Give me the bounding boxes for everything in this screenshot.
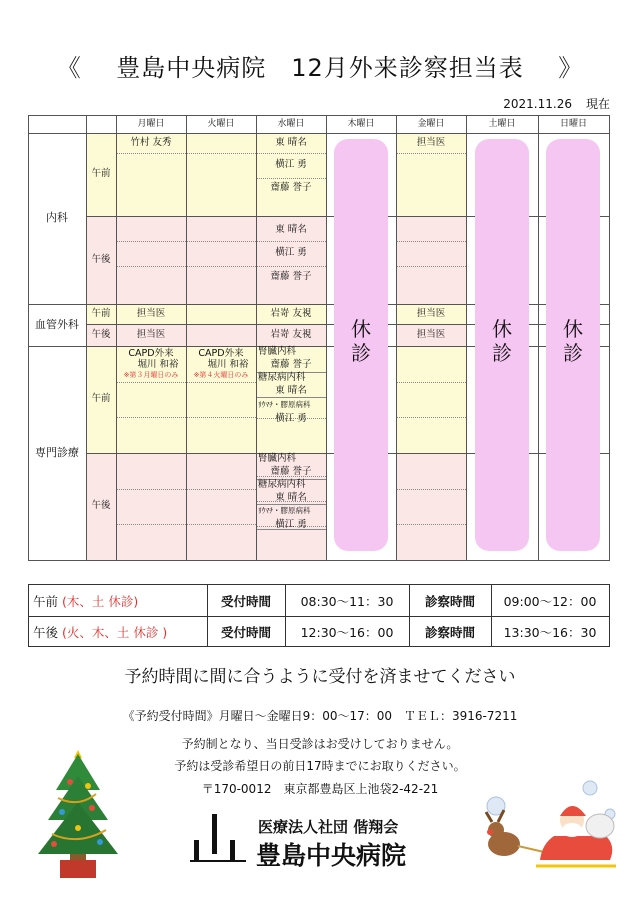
header-thursday: 木曜日	[347, 118, 375, 129]
header-sunday: 日曜日	[559, 118, 587, 129]
am-reception-label: 受付時間	[220, 593, 271, 609]
naika-am-mon: 竹村 友秀	[130, 136, 172, 148]
christmas-tree-icon	[30, 742, 126, 882]
senmon-pm-wed-clinic-3: ﾘｳﾏﾁ・膠原病科	[258, 505, 311, 515]
schedule-grid	[28, 115, 610, 560]
senmon-am-wed-clinic-3: ﾘｳﾏﾁ・膠原病科	[258, 399, 311, 409]
org-name: 医療法人社団 偕翔会	[258, 818, 399, 836]
kekkan-pm-wed: 岩嵜 友視	[270, 328, 312, 340]
santa-sleigh-icon	[470, 770, 620, 880]
pm-hours-label: 午後 (火、木、土 休診 )	[33, 624, 168, 640]
hospital-logo-mark	[190, 812, 248, 868]
header-wednesday: 水曜日	[277, 118, 305, 129]
dept-kekkan: 血管外科	[35, 317, 79, 331]
pm-exam-label: 診察時間	[424, 624, 475, 640]
naika-pm-wed-2: 横江 勇	[275, 247, 307, 259]
senmon-am-wed-clinic-1: 腎臓内科	[258, 346, 297, 358]
senmon-am-tue: CAPD外来 堀川 和裕 ※第４火曜日のみ	[193, 348, 249, 379]
dept-naika: 内科	[46, 211, 68, 225]
header-saturday: 土曜日	[488, 118, 516, 129]
naika-pm-wed-3: 齋藤 誉子	[270, 270, 312, 282]
closed-label-sun: 休 診	[563, 317, 583, 365]
naika-am-wed-3: 齋藤 誉子	[270, 181, 312, 193]
am-reception-time: 08:30～11：30	[300, 593, 394, 609]
kekkan-am-fri: 担当医	[416, 307, 446, 319]
senmon-am-mon: CAPD外来 堀川 和裕 ※第３月曜日のみ	[123, 348, 179, 379]
booking-hours: 《予約受付時間》月曜日～金曜日9：00～17：00 ＴＥＬ：3916-7211	[122, 709, 518, 723]
hospital-name: 豊島中央病院	[256, 841, 407, 870]
period-pm: 午後	[91, 328, 111, 340]
period-pm: 午後	[91, 500, 111, 512]
closed-label-thu: 休 診	[351, 317, 371, 365]
senmon-pm-wed-clinic-2: 糖尿病内科	[258, 479, 306, 491]
naika-am-wed-1: 東 晴名	[275, 136, 307, 148]
naika-pm-wed-1: 東 晴名	[275, 223, 307, 235]
period-am: 午前	[91, 307, 111, 319]
senmon-pm-wed-doctor-2: 東 晴名	[275, 491, 307, 503]
pm-reception-time: 12:30～16：00	[300, 624, 394, 640]
senmon-pm-wed-doctor-1: 齋藤 誉子	[270, 466, 312, 478]
pm-exam-time: 13:30～16：30	[503, 624, 597, 640]
naika-am-fri: 担当医	[416, 136, 446, 148]
hours-table	[28, 584, 610, 647]
period-pm: 午後	[91, 253, 111, 265]
am-hours-label: 午前 (木、土 休診)	[33, 593, 139, 609]
pm-reception-label: 受付時間	[220, 624, 271, 640]
dept-senmon: 専門診療	[35, 445, 79, 459]
period-am: 午前	[91, 168, 111, 180]
notice-no-same-day: 予約制となり、当日受診はお受けしておりません。	[181, 737, 459, 751]
am-exam-time: 09:00～12：00	[503, 593, 597, 609]
address: 〒170-0012 東京都豊島区上池袋2-42-21	[201, 782, 439, 796]
senmon-am-wed-doctor-2: 東 晴名	[275, 384, 307, 396]
senmon-am-wed-doctor-1: 齋藤 誉子	[270, 359, 312, 371]
kekkan-am-mon: 担当医	[136, 307, 166, 319]
closed-label-sat: 休 診	[492, 317, 512, 365]
arrival-message: 予約時間に間に合うように受付を済ませてください	[124, 667, 516, 687]
period-am: 午前	[91, 393, 111, 405]
kekkan-pm-mon: 担当医	[136, 328, 166, 340]
header-tuesday: 火曜日	[207, 118, 235, 129]
naika-am-wed-2: 横江 勇	[275, 159, 307, 171]
kekkan-am-wed: 岩嵜 友視	[270, 307, 312, 319]
notice-deadline: 予約は受診希望日の前日17時までにお取りください。	[174, 759, 466, 773]
senmon-pm-wed-clinic-1: 腎臓内科	[258, 453, 297, 465]
header-monday: 月曜日	[137, 118, 165, 129]
am-exam-label: 診察時間	[424, 593, 475, 609]
senmon-am-wed-doctor-3: 横江 勇	[275, 412, 307, 424]
senmon-am-wed-clinic-2: 糖尿病内科	[258, 372, 306, 384]
header-friday: 金曜日	[417, 118, 445, 129]
senmon-pm-wed-doctor-3: 横江 勇	[275, 518, 307, 530]
as-of-date: 2021.11.26 現在	[503, 97, 610, 111]
page-title: 《 豊島中央病院 12月外来診察担当表 》	[56, 54, 584, 82]
kekkan-pm-fri: 担当医	[416, 328, 446, 340]
